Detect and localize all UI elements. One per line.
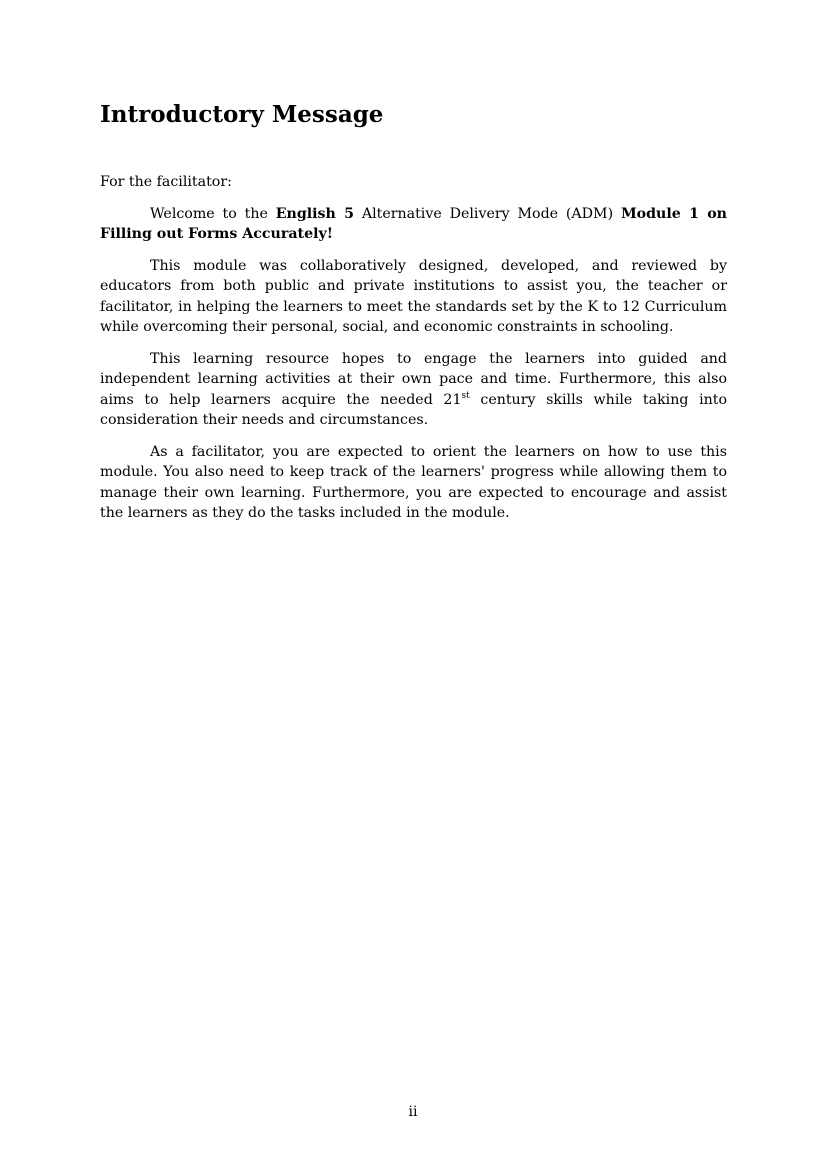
page-title: Introductory Message [100,101,384,128]
welcome-text-2: Alternative Delivery Mode (ADM) [354,205,621,222]
page-content [100,97,727,524]
module-description-paragraph: This module was collaboratively designed, developed, and reviewed by educators from both public and private institutions to assist you, the teacher or facilitator, in helping the learners to meet the standards set by the K to 12 Curriculum while overcoming their personal, social, and economic constraints in schooling. [100,257,727,335]
resource-text-1: This learning resource hopes to engage the learners into guided and independent learning activities at their own pace and time. Furthermore, this also aims to help learners acquire the needed 21 [100,350,727,408]
learning-resource-paragraph [100,349,727,431]
ordinal-superscript: st [461,390,470,401]
subject-name: English 5 [275,205,354,222]
welcome-text-1: Welcome to the [150,205,276,222]
resource-text-2: century skills while taking into consideration their needs and circumstances. [100,391,727,428]
module-title: Module 1 on Filling out Forms Accurately! [100,205,727,242]
welcome-paragraph [100,204,727,245]
facilitator-role-paragraph: As a facilitator, you are expected to orient the learners on how to use this module. You also need to keep track of the learners' progress while allowing them to manage their own learning. Furthermore, you are expected to encourage and assist the learners as they do the tasks included in the module. [100,443,727,521]
greeting-line: For the facilitator: [100,174,232,190]
page-number: ii [408,1104,418,1120]
